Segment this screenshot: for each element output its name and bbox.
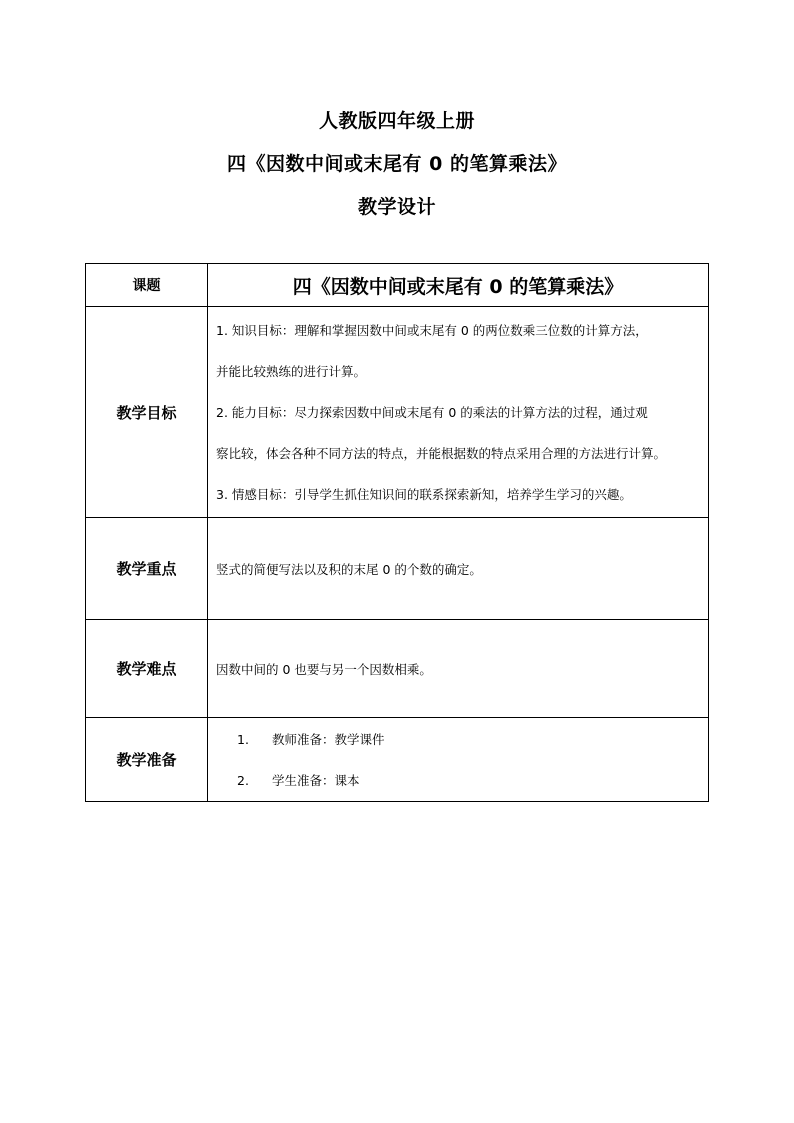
lesson-plan-table [85, 263, 709, 802]
goals-cell [208, 307, 709, 518]
preparation-item [216, 771, 702, 790]
goal-2-line-1: 2. 能力目标：尽力探索因数中间或末尾有 0 的乘法的计算方法的过程，通过观 [216, 404, 648, 420]
topic-value: 四《因数中间或末尾有 0 的笔算乘法》 [208, 264, 709, 307]
keypoints-value: 竖式的简便写法以及积的末尾 0 的个数的确定。 [208, 518, 709, 620]
document-type-title: 教学设计 [357, 196, 436, 218]
title-block [0, 100, 794, 229]
topic-row [86, 264, 709, 307]
preparation-item-text: 学生准备：课本 [272, 772, 360, 788]
keypoints-label: 教学重点 [86, 518, 208, 620]
lesson-title: 四《因数中间或末尾有 0 的笔算乘法》 [227, 153, 567, 175]
goal-1-line-1: 1. 知识目标：理解和掌握因数中间或末尾有 0 的两位数乘三位数的计算方法， [216, 322, 648, 338]
goal-2-line-2: 察比较，体会各种不同方法的特点，并能根据数的特点采用合理的方法进行计算。 [216, 445, 667, 461]
goal-3-line-1: 3. 情感目标：引导学生抓住知识间的联系探索新知，培养学生学习的兴趣。 [216, 486, 632, 502]
keypoints-row [86, 518, 709, 620]
publisher-grade-title: 人教版四年级上册 [318, 110, 475, 132]
preparation-item-number: 2. [237, 772, 249, 788]
goals-label: 教学目标 [86, 307, 208, 518]
goal-1-line-2: 并能比较熟练的进行计算。 [216, 363, 367, 379]
preparation-item-text: 教师准备：教学课件 [272, 731, 385, 747]
goals-row [86, 307, 709, 518]
preparation-item-number: 1. [237, 731, 249, 747]
preparation-label: 教学准备 [86, 718, 208, 802]
difficulty-value: 因数中间的 0 也要与另一个因数相乘。 [208, 620, 709, 718]
topic-label: 课题 [86, 264, 208, 307]
preparation-cell [208, 718, 709, 802]
preparation-row [86, 718, 709, 802]
difficulty-row [86, 620, 709, 718]
preparation-item [216, 730, 702, 749]
difficulty-label: 教学难点 [86, 620, 208, 718]
